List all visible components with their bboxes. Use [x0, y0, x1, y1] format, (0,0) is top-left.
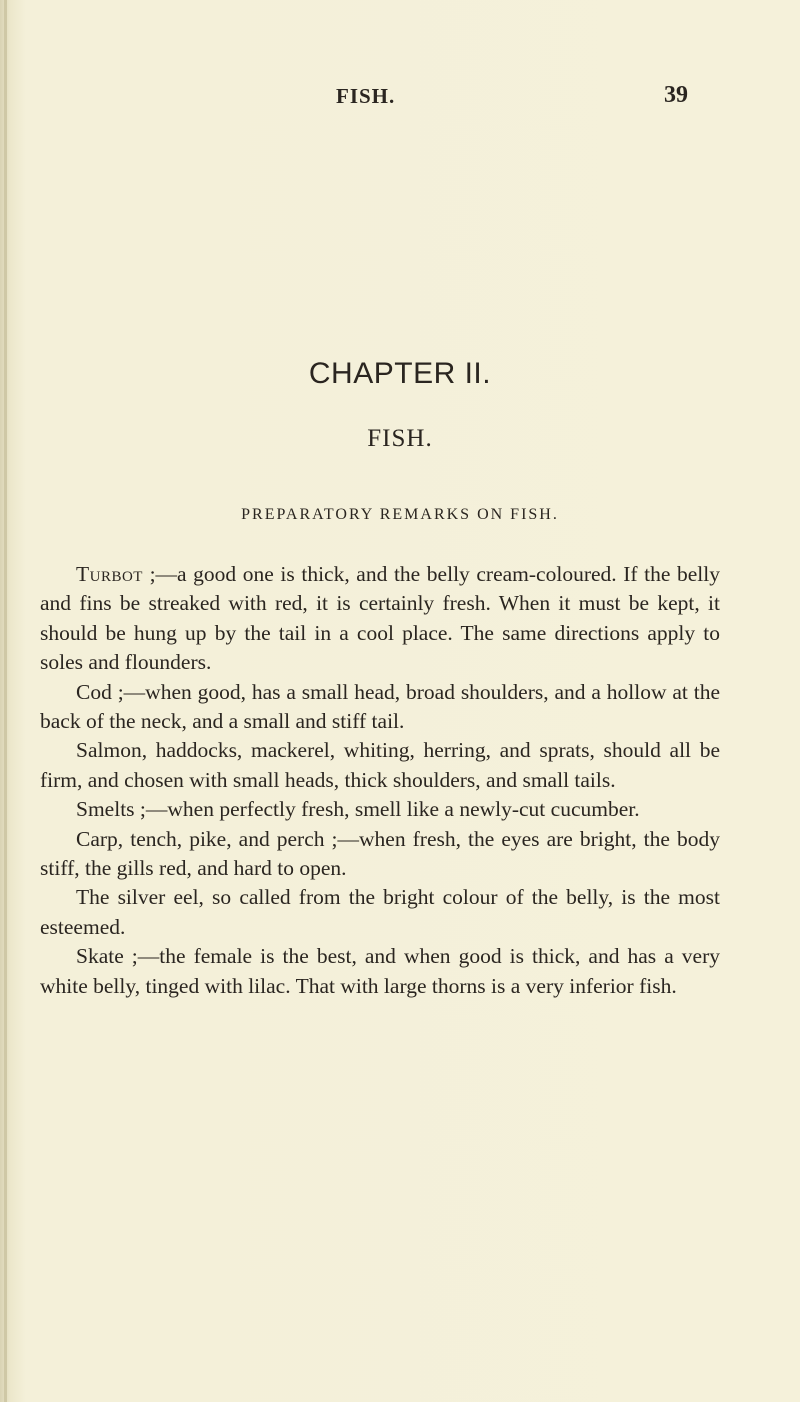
paragraph-text: Smelts ;—when perfectly fresh, smell like a newly-cut cucumber. — [76, 797, 640, 822]
paragraph-text: Salmon, haddocks, mackerel, whiting, herring, and sprats, should all be firm, and chosen with small heads, thick shoulders, and small tails. — [40, 738, 720, 792]
section-title: FISH. — [367, 425, 433, 452]
chapter-title: CHAPTER II. — [308, 357, 492, 390]
paragraph-cod — [40, 678, 720, 737]
paragraph-carp — [40, 825, 720, 884]
paragraph-skate — [40, 942, 720, 1001]
body-text — [40, 560, 720, 1001]
paragraph-eel — [40, 883, 720, 942]
paragraph-smelts — [40, 795, 720, 824]
paragraph-turbot — [40, 560, 720, 678]
running-head-title: FISH. — [336, 84, 396, 108]
paragraph-text: The silver eel, so called from the bright colour of the belly, is the most esteemed. — [40, 885, 720, 939]
paragraph-text: ;—a good one is thick, and the belly cream-coloured. If the belly and fins be streaked with red, it is certainly fresh. When it must be kept, it should be hung up by the tail in a cool place. The same directions apply to soles and flounders. — [40, 562, 720, 675]
page-gutter — [4, 0, 7, 1402]
page-number: 39 — [664, 82, 688, 108]
running-head — [0, 84, 800, 114]
paragraph-text: Cod ;—when good, has a small head, broad shoulders, and a hollow at the back of the neck, and a small and stiff tail. — [40, 679, 720, 734]
paragraph-text: Carp, tench, pike, and perch ;—when fresh, the eyes are bright, the body stiff, the gills red, and hard to open. — [40, 826, 720, 881]
subsection-title: PREPARATORY REMARKS ON FISH. — [241, 506, 559, 523]
paragraph-salmon — [40, 736, 720, 795]
paragraph-text: Skate ;—the female is the best, and when good is thick, and has a very white belly, tinged with lilac. That with large thorns is a very inferior fish. — [40, 944, 720, 998]
paragraph-lead: Turbot — [76, 562, 143, 586]
